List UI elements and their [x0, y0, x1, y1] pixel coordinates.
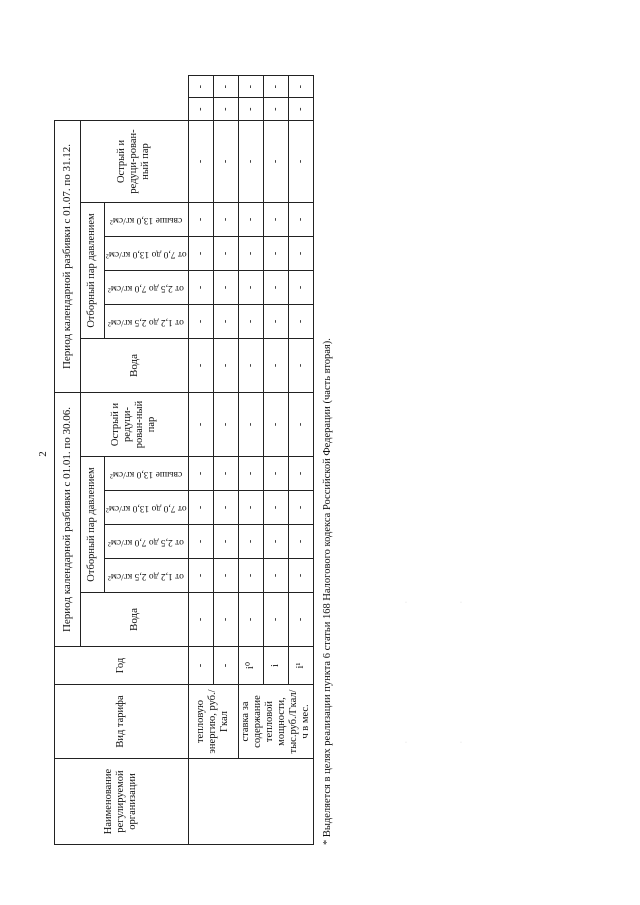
value-cell: - — [288, 525, 313, 559]
value-cell: - — [288, 98, 313, 120]
value-cell: - — [188, 76, 213, 98]
value-cell: - — [263, 457, 288, 491]
pressure-label: от 1,2 до 2,5 кг/см² — [108, 317, 185, 328]
value-cell: - — [288, 304, 313, 338]
value-cell: - — [238, 392, 263, 456]
value-cell: - — [288, 593, 313, 647]
header-water-1: Вода — [81, 593, 189, 647]
pressure-label: от 2,5 до 7,0 кг/см² — [108, 283, 185, 294]
value-cell: - — [288, 270, 313, 304]
pressure-label: от 2,5 до 7,0 кг/см² — [108, 537, 185, 548]
header-period-2: Период календарной разбивки с 01.07. по 31.12. — [55, 120, 81, 392]
year-cell: i — [263, 647, 288, 685]
value-cell: - — [288, 559, 313, 593]
header-selected-steam-1: Отборный пар давлением — [81, 457, 105, 593]
org-name-cell — [188, 759, 313, 845]
value-cell: - — [238, 559, 263, 593]
value-cell: - — [188, 236, 213, 270]
header-pressure-2a — [105, 525, 189, 559]
value-cell: - — [188, 338, 213, 392]
value-cell: - — [213, 202, 238, 236]
value-cell: - — [288, 491, 313, 525]
value-cell: - — [238, 304, 263, 338]
value-cell: - — [188, 457, 213, 491]
tariff-table-rotated — [54, 75, 311, 845]
scan-artifact: · — [405, 740, 407, 746]
value-cell: - — [213, 270, 238, 304]
year-cell: - — [213, 647, 238, 685]
value-cell: - — [288, 76, 313, 98]
value-cell: - — [213, 392, 238, 456]
header-pressure-3b — [105, 236, 189, 270]
value-cell: - — [188, 491, 213, 525]
header-water-2: Вода — [81, 338, 189, 392]
value-cell: - — [288, 338, 313, 392]
value-cell: - — [263, 559, 288, 593]
header-pressure-4a — [105, 457, 189, 491]
value-cell: - — [263, 202, 288, 236]
pressure-label: от 7,0 до 13,0 кг/см² — [106, 249, 187, 260]
value-cell: - — [263, 120, 288, 202]
value-cell: - — [238, 338, 263, 392]
pressure-label: от 1,2 до 2,5 кг/см² — [108, 571, 185, 582]
value-cell: - — [188, 392, 213, 456]
table-body — [188, 76, 313, 845]
value-cell: - — [263, 236, 288, 270]
value-cell: - — [238, 76, 263, 98]
tariff-type-cell: ставка за содержание тепловой мощности, тыс.руб./Гкал/ч в мес. — [238, 685, 313, 759]
value-cell: - — [213, 338, 238, 392]
value-cell: - — [263, 98, 288, 120]
value-cell: - — [238, 236, 263, 270]
value-cell: - — [288, 120, 313, 202]
scan-artifact: · — [405, 600, 407, 606]
header-org: Наименование регулируемой организации — [55, 759, 189, 845]
table-row — [238, 76, 263, 845]
value-cell: - — [188, 559, 213, 593]
value-cell: - — [263, 270, 288, 304]
year-cell: - — [188, 647, 213, 685]
header-sharp-steam-1: Острый и редуци-рован-ный пар — [81, 392, 189, 456]
pressure-label: свыше 13,0 кг/см² — [110, 469, 183, 480]
value-cell: - — [213, 304, 238, 338]
header-pressure-3a — [105, 491, 189, 525]
header-pressure-2b — [105, 270, 189, 304]
value-cell: - — [263, 392, 288, 456]
value-cell: - — [238, 491, 263, 525]
value-cell: - — [238, 202, 263, 236]
header-period-1: Период календарной разбивки с 01.01. по 30.06. — [55, 392, 81, 646]
value-cell: - — [263, 491, 288, 525]
value-cell: - — [213, 559, 238, 593]
year-cell: i⁰ — [238, 647, 263, 685]
page-number: 2 — [36, 451, 49, 457]
footnote: * Выделяется в целях реализации пункта 6 статьи 168 Налогового кодекса Российской Федерации (часть вторая). — [322, 338, 333, 845]
pressure-label: от 7,0 до 13,0 кг/см² — [106, 503, 187, 514]
table-row — [188, 76, 213, 845]
value-cell: - — [188, 202, 213, 236]
value-cell: - — [263, 338, 288, 392]
value-cell: - — [213, 457, 238, 491]
value-cell: - — [288, 392, 313, 456]
value-cell: - — [263, 525, 288, 559]
value-cell: - — [288, 457, 313, 491]
value-cell: - — [188, 120, 213, 202]
header-pressure-4b — [105, 202, 189, 236]
value-cell: - — [188, 98, 213, 120]
tariff-type-cell: тепловую энергию, руб./Гкал — [188, 685, 238, 759]
header-selected-steam-2: Отборный пар давлением — [81, 202, 105, 338]
value-cell: - — [213, 98, 238, 120]
value-cell: - — [213, 593, 238, 647]
scan-artifact: · — [460, 740, 462, 746]
header-pressure-1b — [105, 304, 189, 338]
year-cell: i¹ — [288, 647, 313, 685]
value-cell: - — [213, 491, 238, 525]
header-tariff-type: Вид тарифа — [55, 685, 189, 759]
value-cell: - — [288, 236, 313, 270]
value-cell: - — [238, 525, 263, 559]
value-cell: - — [238, 98, 263, 120]
value-cell: - — [238, 120, 263, 202]
value-cell: - — [213, 120, 238, 202]
header-sharp-steam-2: Острый и редуци-рован-ный пар — [81, 120, 189, 202]
value-cell: - — [263, 76, 288, 98]
value-cell: - — [238, 270, 263, 304]
value-cell: - — [288, 202, 313, 236]
header-pressure-1a — [105, 559, 189, 593]
value-cell: - — [263, 304, 288, 338]
pressure-label: свыше 13,0 кг/см² — [110, 215, 183, 226]
tariff-table — [54, 75, 314, 845]
value-cell: - — [188, 593, 213, 647]
header-year: Год — [55, 647, 189, 685]
value-cell: - — [213, 236, 238, 270]
value-cell: - — [188, 270, 213, 304]
value-cell: - — [213, 525, 238, 559]
value-cell: - — [238, 457, 263, 491]
value-cell: - — [263, 593, 288, 647]
value-cell: - — [238, 593, 263, 647]
scan-artifact: · — [460, 600, 462, 606]
value-cell: - — [188, 304, 213, 338]
value-cell: - — [188, 525, 213, 559]
value-cell: - — [213, 76, 238, 98]
